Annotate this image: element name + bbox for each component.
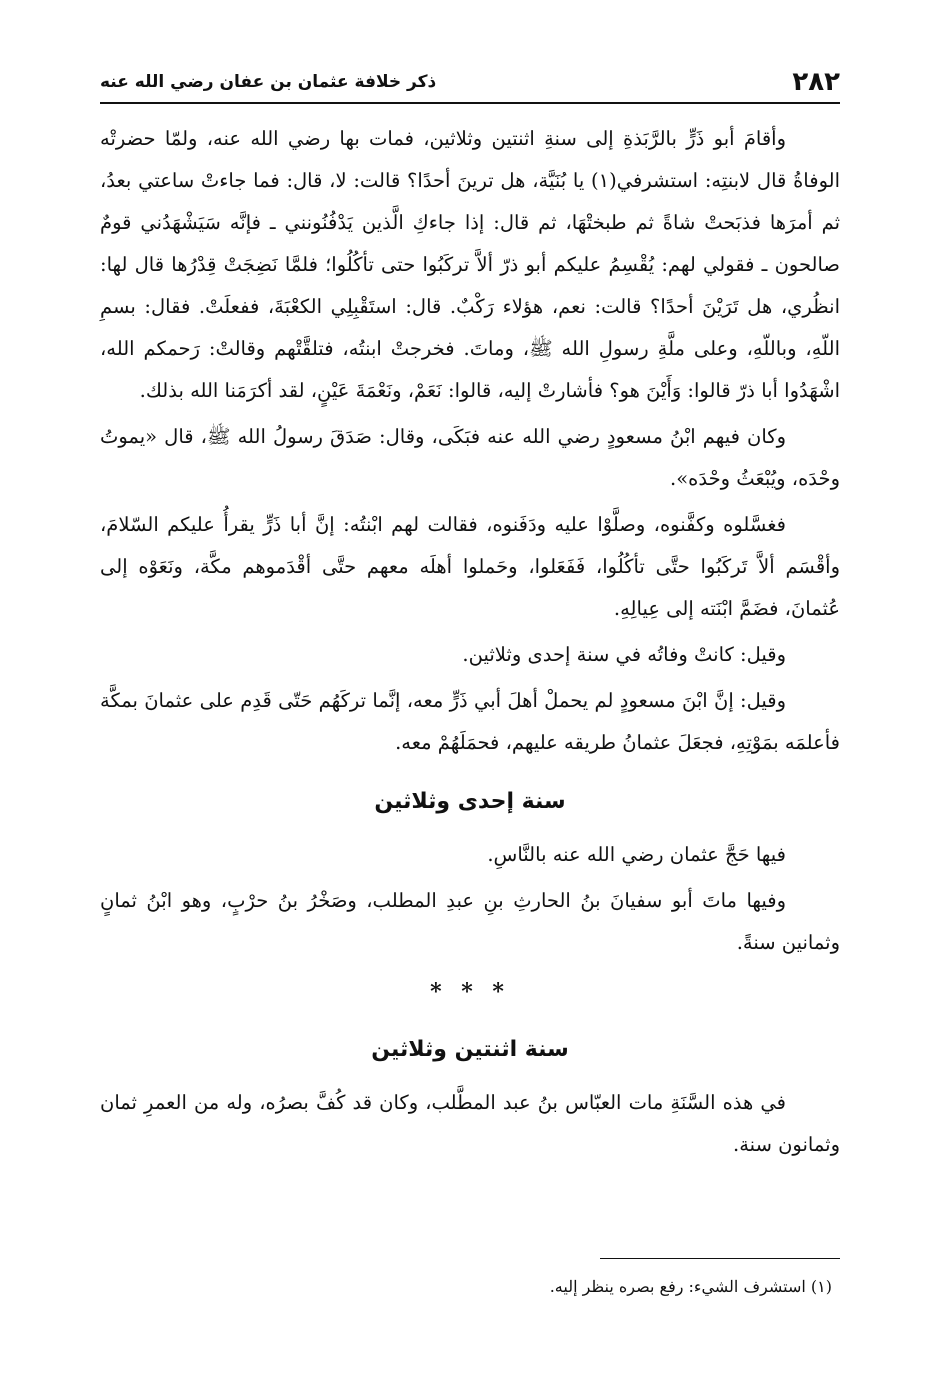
running-header [100,62,840,104]
paragraph: فغسَّلوه وكفَّنوه، وصلَّوْا عليه ودَفَنوه، فقالت لهم ابْنتُه: إنَّ أبا ذَرٍّ يقرأُ عليكم السّلامَ، وأقْسَم ألاَّ تَركَبُوا حتَّى تأكُلُوا، فَفَعَلوا، وحَملوا أهلَه معهم حتَّى أقْدَموهم مكَّة، ونَعَوْه إلى عُثمانَ، فضَمَّ ابْنَته إلى عِيالِهِ. [100,513,840,620]
paragraph: فيها حَجَّ عثمان رضي الله عنه بالنَّاسِ. [487,843,786,866]
section-title: سنة اثنتين وثلاثين [371,1037,569,1062]
section-title: سنة إحدى وثلاثين [374,789,566,814]
paragraph: وقيل: إنَّ ابْنَ مسعودٍ لم يحملْ أهلَ أبي ذَرٍّ معه، إنَّما تركَهُم حَتّى قَدِم على عثمانَ بمكَّة فأعلمَه بمَوْتِهِ، فجعَلَ عثمانُ طريقه عليهم، فحمَلَهُمْ معه. [100,689,840,754]
page-number: ٢٨٢ [792,67,840,97]
footnote-separator [600,1258,840,1259]
paragraph: وأقامَ أبو ذَرٍّ بالرَّبَذةِ إلى سنةِ اثنتين وثلاثين، فمات بها رضي الله عنه، ولمّا حضرتْه الوفاةُ قال لابنتِه: استشرفي(١) يا بُنَيَّة، هل ترينَ أحدًا؟ قالت: لا، قال: فما جاءتْ ساعتي بعدُ، ثم أمرَها فذبَحتْ شاةً ثم طبختْهَا، ثم قال: إذا جاءكِ الَّذين يَدْفُنُونني ـ فإنَّه سَيَشْهَدُني قومٌ صالحون ـ فقولي لهم: يُقْسِمُ عليكم أبو ذرّ ألاَّ تركَبُوا حتى تأكُلُوا؛ فلمَّا نَضِجَتْ قِدْرُها قال لها: انظُري، هل تَرَيْنَ أحدًا؟ قالت: نعم، هؤلاء رَكْبٌ. قال: استَقْبِلِي الكعْبَةَ، ففعلَتْ. فقال: بسمِ اللّهِ، وباللّهِ، وعلى ملَّةِ رسولِ الله ﷺ، وماتَ. فخرجتْ ابنتُه، فتلقَّتْهم وقالتْ: رَحمكم الله، اشْهَدُوا أبا ذرّ قالوا: وَأَيْنَ هو؟ فأشارتْ إليه، قالوا: نَعَمْ، ونَعْمَةَ عَيْنٍ، لقد أكرَمَنا الله بذلك. [100,127,840,402]
footnote: (١) استشرف الشيء: رفع بصره ينظر إليه. [549,1277,832,1296]
paragraph: وقيل: كانتْ وفاتُه في سنة إحدى وثلاثين. [462,643,786,666]
section-divider: * * * [430,979,510,1005]
body-text [100,118,840,1170]
paragraph: في هذه السَّنَةِ مات العبّاس بنُ عبد المطَّلب، وكان قد كُفَّ بصرُه، وله من العمرِ ثمان وثمانون سنة. [100,1091,840,1156]
header-title: ذكر خلافة عثمان بن عفان رضي الله عنه [100,72,437,92]
paragraph: وفيها ماتَ أبو سفيانَ بنُ الحارثِ بنِ عبدِ المطلب، وصَخْرُ بنُ حرْبٍ، وهو ابْنُ ثمانٍ وثمانين سنةً. [100,889,840,954]
paragraph: وكان فيهم ابْنُ مسعودٍ رضي الله عنه فبَكَى، وقال: صَدَقَ رسولُ الله ﷺ، قال «يموتُ وحْدَه، ويُبْعَثُ وحْدَه». [100,425,840,490]
